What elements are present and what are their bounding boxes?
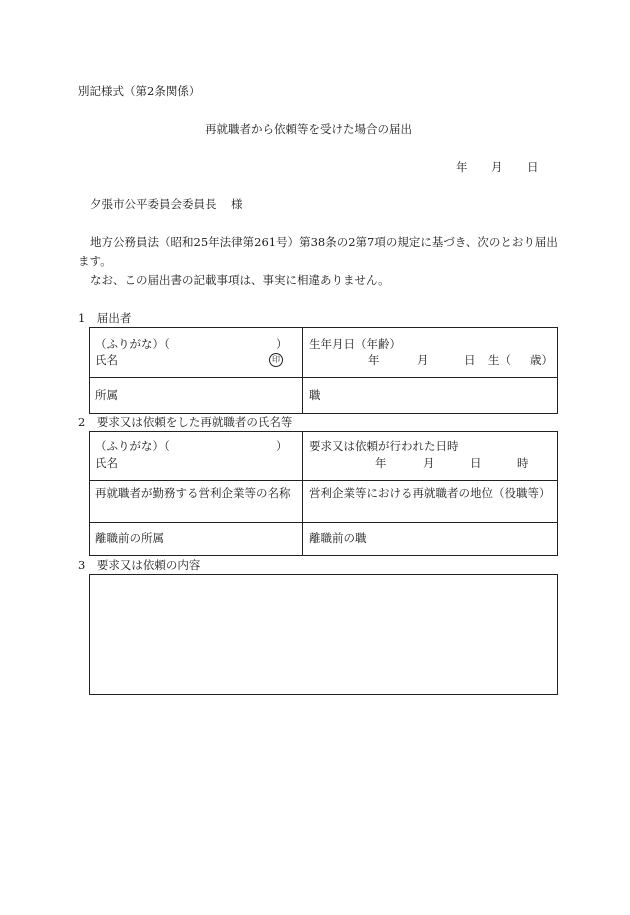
request-day: 日 [470, 456, 482, 470]
table-divider [89, 377, 558, 378]
reemployed-furigana-label: （ふりがな）（ [95, 439, 170, 453]
form-label: 別記様式（第2条関係） [78, 84, 201, 98]
former-affiliation-label: 離職前の所属 [95, 531, 164, 545]
reemployed-furigana-close: ） [276, 439, 288, 453]
addressee-honorific: 様 [231, 197, 243, 211]
table-divider [302, 327, 303, 413]
position-label: 職 [309, 388, 321, 402]
table-divider [89, 480, 558, 481]
seal-mark: 印 [269, 353, 283, 367]
table-divider [302, 431, 303, 555]
date-month: 月 [491, 160, 503, 174]
applicant-furigana-close: ） [276, 337, 288, 351]
intro-line-3: なお、この届出書の記載事項は、事実に相違ありません。 [90, 273, 390, 287]
addressee-name: 夕張市公平委員会委員長 [90, 197, 217, 211]
company-position-label: 営利企業等における再就職者の地位（役職等） [309, 486, 551, 500]
applicant-furigana-label: （ふりがな）（ [95, 337, 170, 351]
birth-suffix: 生（ [488, 353, 511, 367]
date-day: 日 [527, 160, 539, 174]
section1-heading: 1 届出者 [78, 311, 132, 325]
request-datetime-label: 要求又は依頼が行われた日時 [309, 439, 459, 453]
affiliation-label: 所属 [95, 388, 118, 402]
table-divider [89, 522, 558, 523]
birth-day: 日 [464, 353, 476, 367]
birth-year: 年 [368, 353, 380, 367]
intro-line-2: ます。 [78, 254, 112, 268]
request-month: 月 [423, 456, 435, 470]
intro-line-1: 地方公務員法（昭和25年法律第261号）第38条の2第7項の規定に基づき、次のとおり届出 [90, 235, 558, 249]
company-name-label: 再就職者が勤務する営利企業等の名称 [95, 486, 291, 500]
request-content-box [89, 574, 558, 695]
birth-month: 月 [417, 353, 429, 367]
applicant-name-label: 氏名 [95, 353, 118, 367]
former-position-label: 離職前の職 [309, 531, 367, 545]
reemployed-name-label: 氏名 [95, 456, 118, 470]
age-suffix: 歳） [530, 353, 553, 367]
request-year: 年 [375, 456, 387, 470]
request-hour: 時 [517, 456, 529, 470]
section3-heading: 3 要求又は依頼の内容 [78, 558, 201, 572]
section2-heading: 2 要求又は依頼をした再就職者の氏名等 [78, 415, 293, 429]
birthdate-label: 生年月日（年齢） [309, 337, 401, 351]
date-year: 年 [456, 160, 468, 174]
page-title: 再就職者から依頼等を受けた場合の届出 [205, 122, 412, 136]
